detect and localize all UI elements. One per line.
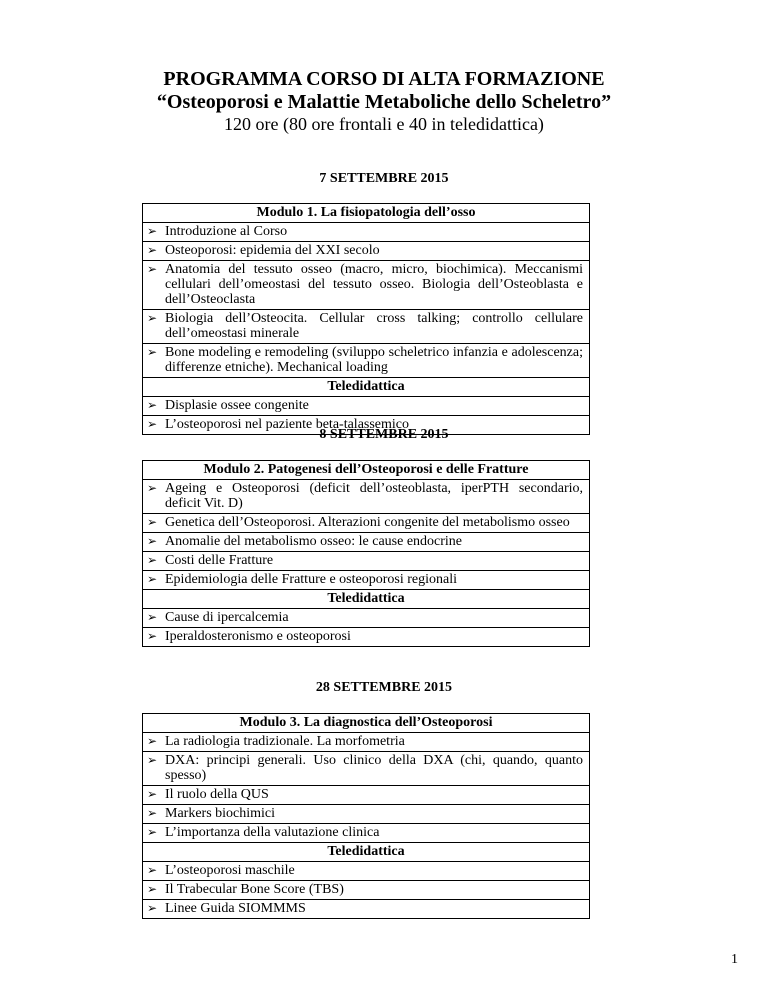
arrow-bullet-icon: ➢ <box>147 572 158 586</box>
document-subtitle: “Osteoporosi e Malattie Metaboliche dello Scheletro” <box>156 91 612 113</box>
list-item: ➢ Introduzione al Corso <box>143 223 590 242</box>
list-item: ➢ Biologia dell’Osteocita. Cellular cross talking; controllo cellulare dell’omeostasi minerale <box>143 310 590 344</box>
list-item: ➢ DXA: principi generali. Uso clinico della DXA (chi, quando, quanto spesso) <box>143 752 590 786</box>
list-item: ➢ Osteoporosi: epidemia del XXI secolo <box>143 242 590 261</box>
arrow-bullet-icon: ➢ <box>147 806 158 820</box>
module-table-1 <box>142 203 590 435</box>
arrow-bullet-icon: ➢ <box>147 243 158 257</box>
arrow-bullet-icon: ➢ <box>147 311 158 325</box>
list-item: ➢ L’osteoporosi maschile <box>143 862 590 881</box>
list-item: ➢ Epidemiologia delle Fratture e osteoporosi regionali <box>143 571 590 590</box>
arrow-bullet-icon: ➢ <box>147 417 158 431</box>
arrow-bullet-icon: ➢ <box>147 882 158 896</box>
day-date: 7 SETTEMBRE 2015 <box>319 171 449 186</box>
list-item: ➢ L’importanza della valutazione clinica <box>143 824 590 843</box>
list-item: ➢ Genetica dell’Osteoporosi. Alterazioni congenite del metabolismo osseo <box>143 514 590 533</box>
day-date: 8 SETTEMBRE 2015 <box>319 427 449 442</box>
document-title: PROGRAMMA CORSO DI ALTA FORMAZIONE <box>163 68 605 90</box>
arrow-bullet-icon: ➢ <box>147 481 158 495</box>
arrow-bullet-icon: ➢ <box>147 515 158 529</box>
arrow-bullet-icon: ➢ <box>147 262 158 276</box>
module-title: Modulo 2. Patogenesi dell’Osteoporosi e delle Fratture <box>143 461 590 480</box>
list-item: ➢ La radiologia tradizionale. La morfometria <box>143 733 590 752</box>
arrow-bullet-icon: ➢ <box>147 825 158 839</box>
teledidattica-heading: Teledidattica <box>143 843 590 862</box>
list-item: ➢ Linee Guida SIOMMMS <box>143 900 590 919</box>
arrow-bullet-icon: ➢ <box>147 787 158 801</box>
page-number: 1 <box>731 952 738 967</box>
list-item: ➢ Displasie ossee congenite <box>143 397 590 416</box>
list-item: ➢ Bone modeling e remodeling (sviluppo scheletrico infanzia e adolescenza; differenze etniche). Mechanical loading <box>143 344 590 378</box>
list-item: ➢ Cause di ipercalcemia <box>143 609 590 628</box>
teledidattica-heading: Teledidattica <box>143 378 590 397</box>
module-title: Modulo 3. La diagnostica dell’Osteoporosi <box>143 714 590 733</box>
arrow-bullet-icon: ➢ <box>147 610 158 624</box>
teledidattica-heading: Teledidattica <box>143 590 590 609</box>
arrow-bullet-icon: ➢ <box>147 553 158 567</box>
module-table-2 <box>142 460 590 647</box>
list-item: ➢ L’osteoporosi nel paziente beta-talassemico <box>143 416 590 435</box>
arrow-bullet-icon: ➢ <box>147 901 158 915</box>
arrow-bullet-icon: ➢ <box>147 534 158 548</box>
module-table-3 <box>142 713 590 919</box>
arrow-bullet-icon: ➢ <box>147 863 158 877</box>
list-item: ➢ Anatomia del tessuto osseo (macro, micro, biochimica). Meccanismi cellulari dell’omeostasi del tessuto osseo. Biologia dell’Osteoblasta e dell’Osteoclasta <box>143 261 590 310</box>
arrow-bullet-icon: ➢ <box>147 753 158 767</box>
list-item: ➢ Iperaldosteronismo e osteoporosi <box>143 628 590 647</box>
list-item: ➢ Ageing e Osteoporosi (deficit dell’osteoblasta, iperPTH secondario, deficit Vit. D) <box>143 480 590 514</box>
list-item: ➢ Il Trabecular Bone Score (TBS) <box>143 881 590 900</box>
module-title: Modulo 1. La fisiopatologia dell’osso <box>143 204 590 223</box>
arrow-bullet-icon: ➢ <box>147 734 158 748</box>
arrow-bullet-icon: ➢ <box>147 224 158 238</box>
arrow-bullet-icon: ➢ <box>147 345 158 359</box>
list-item: ➢ Costi delle Fratture <box>143 552 590 571</box>
day-date: 28 SETTEMBRE 2015 <box>315 680 453 695</box>
list-item: ➢ Markers biochimici <box>143 805 590 824</box>
arrow-bullet-icon: ➢ <box>147 629 158 643</box>
list-item: ➢ Il ruolo della QUS <box>143 786 590 805</box>
arrow-bullet-icon: ➢ <box>147 398 158 412</box>
course-hours: 120 ore (80 ore frontali e 40 in teledidattica) <box>224 114 544 134</box>
list-item: ➢ Anomalie del metabolismo osseo: le cause endocrine <box>143 533 590 552</box>
